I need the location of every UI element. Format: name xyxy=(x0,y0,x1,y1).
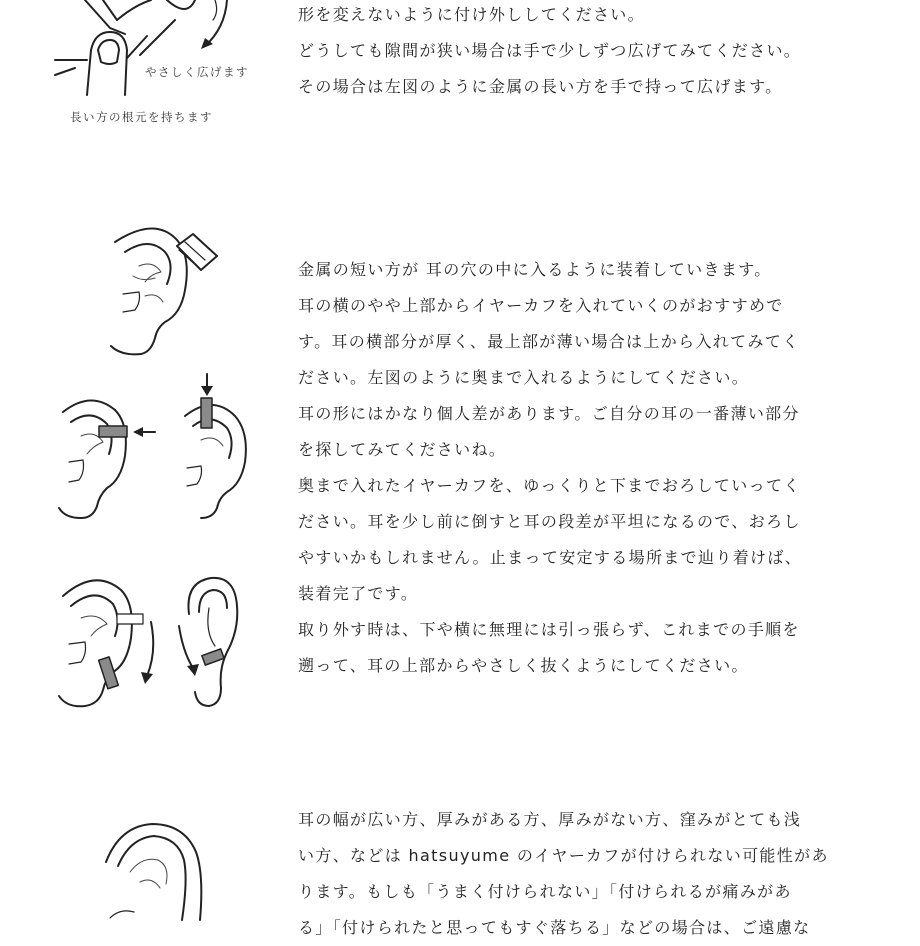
text-line: その場合は左図のように金属の長い方を手で持って広げます。 xyxy=(298,77,783,96)
hand-spreading-cuff-illustration xyxy=(55,0,285,110)
ear-side-insert-illustration xyxy=(55,392,165,522)
section1-paragraph xyxy=(298,0,898,105)
caption-hold-long-side: 長い方の根元を持ちます xyxy=(70,110,213,124)
ear-top-down-insert-illustration xyxy=(175,370,265,520)
caption-spread-gently: やさしく広げます xyxy=(145,65,249,79)
text-line: 耳の幅が広い方、厚みがある方、厚みがない方、窪みがとても浅 xyxy=(298,810,802,829)
text-line: ださい。耳を少し前に倒すと耳の段差が平坦になるので、おろし xyxy=(298,512,801,531)
text-line: 耳の横のやや上部からイヤーカフを入れていくのがおすすめで xyxy=(298,296,784,315)
ear-front-view-illustration xyxy=(175,572,255,712)
text-line: ださい。左図のように奥まで入れるようにしてください。 xyxy=(298,368,750,387)
text-line: を探してみてくださいね。 xyxy=(298,440,507,459)
text-line: 耳の形にはかなり個人差があります。ご自分の耳の一番薄い部分 xyxy=(298,404,800,423)
text-line: 取り外す時は、下や横に無理には引っ張らず、これまでの手順を xyxy=(298,620,800,639)
text-line: す。耳の横部分が厚く、最上部が薄い場合は上から入れてみてく xyxy=(298,332,800,351)
ear-width-illustration xyxy=(100,822,210,920)
text-line: 奥まで入れたイヤーカフを、ゆっくりと下までおろしていってく xyxy=(298,476,801,495)
text-line: 遡って、耳の上部からやさしく抜くようにしてください。 xyxy=(298,656,749,675)
text-line: ります。もしも「うまく付けられない」「付けられるが痛みがあ xyxy=(298,882,792,901)
text-line: やすいかもしれません。止まって安定する場所まで辿り着けば、 xyxy=(298,548,803,567)
text-line: どうしても隙間が狭い場合は手で少しずつ広げてみてください。 xyxy=(298,41,802,60)
ear-top-insert-illustration xyxy=(105,222,235,362)
section2-paragraph xyxy=(298,252,898,684)
text-line: い方、などは hatsuyume のイヤーカフが付けられない可能性があ xyxy=(298,846,829,865)
text-line: 装着完了です。 xyxy=(298,584,419,603)
text-line: 金属の短い方が 耳の穴の中に入るように装着していきます。 xyxy=(298,260,772,279)
section3-paragraph xyxy=(298,802,898,946)
ear-slide-down-illustration xyxy=(55,572,175,712)
text-line: 形を変えないように付け外ししてください。 xyxy=(298,5,646,24)
text-line: る」「付けられたと思ってもすぐ落ちる」などの場合は、ご遠慮な xyxy=(298,918,811,937)
